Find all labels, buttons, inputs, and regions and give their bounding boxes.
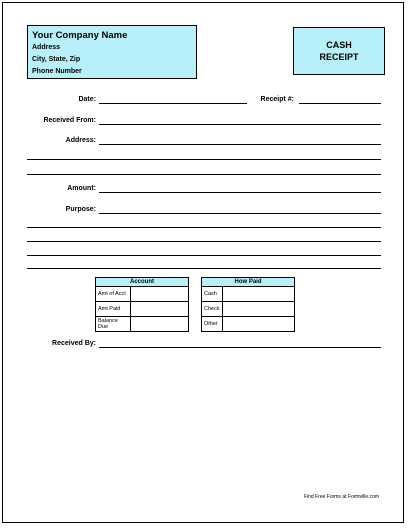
purpose-field-line1[interactable]	[99, 213, 381, 214]
amount-field[interactable]	[99, 192, 381, 193]
account-table-header: Account	[96, 278, 189, 287]
address-field-line3[interactable]	[27, 174, 381, 175]
account-row-label: Amt Paid	[96, 302, 131, 317]
how-paid-row-label: Check	[202, 302, 223, 317]
received-by-field[interactable]	[99, 347, 381, 348]
received-by-label: Received By:	[52, 340, 96, 347]
account-table	[95, 277, 189, 332]
company-name: Your Company Name	[32, 30, 128, 41]
table-row	[202, 287, 295, 302]
footer-text: Find Free Forms at Formville.com	[303, 494, 379, 500]
receipt-page	[2, 2, 404, 523]
how-paid-table	[201, 277, 295, 332]
date-label: Date:	[78, 96, 96, 103]
how-paid-row-value[interactable]	[223, 302, 295, 317]
amount-label: Amount:	[67, 185, 96, 192]
receipt-number-label: Receipt #:	[260, 96, 294, 103]
address-label: Address:	[65, 137, 96, 144]
company-phone: Phone Number	[32, 68, 82, 75]
address-field-line1[interactable]	[99, 144, 381, 145]
table-row	[202, 317, 295, 332]
receipt-title-line1: CASH	[326, 40, 352, 50]
purpose-field-line4[interactable]	[27, 255, 381, 256]
how-paid-row-label: Other	[202, 317, 223, 332]
account-row-label: Balance Due	[96, 317, 131, 332]
how-paid-row-label: Cash	[202, 287, 223, 302]
receipt-number-field[interactable]	[299, 103, 381, 104]
account-row-value[interactable]	[131, 287, 189, 302]
table-row	[96, 317, 189, 332]
date-field[interactable]	[99, 103, 247, 104]
received-from-label: Received From:	[43, 117, 96, 124]
company-info-box	[27, 25, 197, 79]
company-address: Address	[32, 44, 61, 51]
table-row	[202, 302, 295, 317]
received-from-field[interactable]	[99, 124, 381, 125]
table-row	[96, 302, 189, 317]
how-paid-row-value[interactable]	[223, 287, 295, 302]
company-city-state-zip: City, State, Zip	[32, 56, 81, 63]
how-paid-row-value[interactable]	[223, 317, 295, 332]
account-row-label: Amt of Acct	[96, 287, 131, 302]
account-row-value[interactable]	[131, 317, 189, 332]
table-row	[96, 287, 189, 302]
purpose-field-line5[interactable]	[27, 268, 381, 269]
how-paid-table-header: How Paid	[202, 278, 295, 287]
account-row-value[interactable]	[131, 302, 189, 317]
purpose-field-line2[interactable]	[27, 227, 381, 228]
address-field-line2[interactable]	[27, 159, 381, 160]
purpose-field-line3[interactable]	[27, 241, 381, 242]
purpose-label: Purpose:	[65, 206, 96, 213]
receipt-title-box	[293, 27, 385, 75]
receipt-title-line2: RECEIPT	[319, 52, 359, 62]
